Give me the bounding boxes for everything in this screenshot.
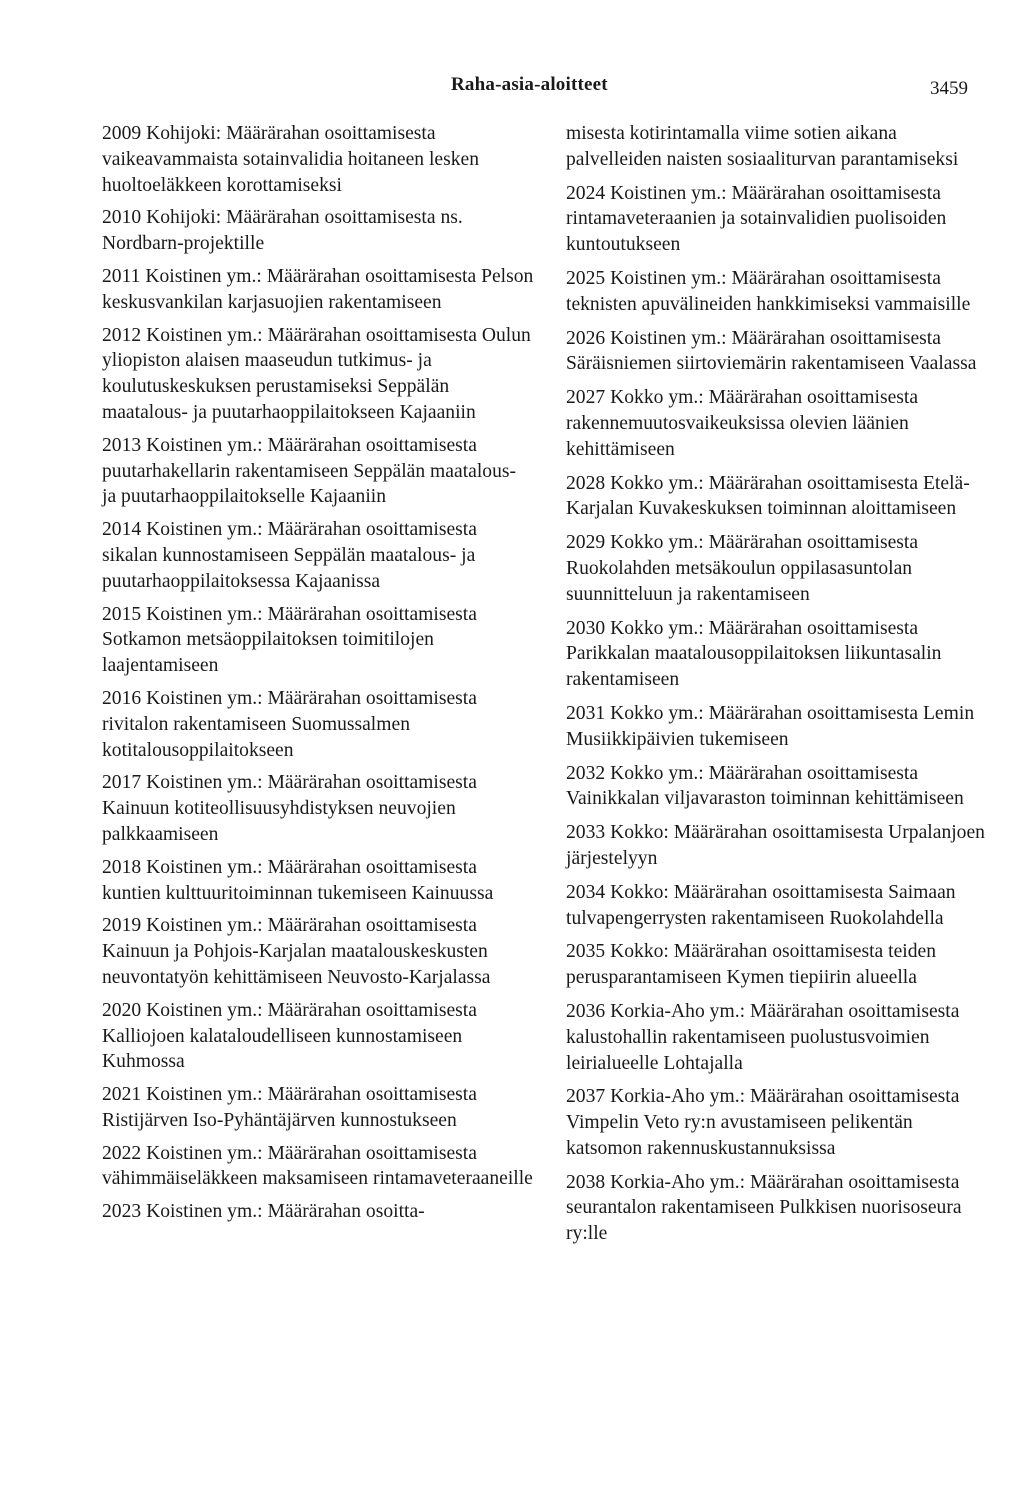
right-column (566, 121, 986, 1247)
motion-text: 2034 Kokko: Määrärahan osoittamisesta Saimaan tulvapengerrysten rakentamiseen Ruokolahdella (566, 881, 956, 929)
motion-text: 2028 Kokko ym.: Määrärahan osoittamisesta Etelä-Karjalan Kuvakeskuksen toiminnan aloittamiseen (566, 472, 970, 520)
motion-entry (102, 205, 534, 257)
motion-text: 2009 Kohijoki: Määrärahan osoittamisesta vaikeavammaista sotainvalidia hoitaneen lesken huoltoeläkkeen korottamiseksi (102, 123, 480, 196)
motion-entry (566, 1084, 986, 1161)
motion-entry (102, 1082, 534, 1134)
motion-entry (566, 471, 986, 523)
motion-text: 2012 Koistinen ym.: Määrärahan osoittamisesta Oulun yliopiston alaisen maaseudun tutkimus- ja koulutuskeskuksen perustamiseksi Seppälän maatalous- ja puutarhaoppilaitokseen Kajaaniin (102, 324, 531, 423)
motion-entry (566, 266, 986, 318)
motion-entry (102, 264, 534, 316)
motion-entry (102, 1141, 534, 1193)
motion-entry (102, 602, 534, 679)
motion-text: 2037 Korkia-Aho ym.: Määrärahan osoittamisesta Vimpelin Veto ry:n avustamiseen pelikentän katsomon rakennuskustannuksissa (566, 1086, 960, 1159)
motion-text: 2013 Koistinen ym.: Määrärahan osoittamisesta puutarhakellarin rakentamiseen Seppälän maatalous- ja puutarhaoppilaitokselle Kajaaniin (102, 434, 517, 508)
motion-text: 2021 Koistinen ym.: Määrärahan osoittamisesta Ristijärven Iso-Pyhäntäjärven kunnostukseen (102, 1084, 477, 1131)
motion-text: 2022 Koistinen ym.: Määrärahan osoittamisesta vähimmäiseläkkeen maksamiseen rintamaveteraaneille (102, 1142, 533, 1190)
motion-text: 2027 Kokko ym.: Määrärahan osoittamisesta rakennemuutosvaikeuksissa olevien läänien kehittämiseen (566, 387, 919, 460)
motion-text: 2011 Koistinen ym.: Määrärahan osoittamisesta Pelson keskusvankilan karjasuojien rakentamiseen (102, 265, 534, 313)
motion-text: 2010 Kohijoki: Määrärahan osoittamisesta ns. Nordbarn-projektille (102, 207, 463, 255)
left-column (102, 121, 534, 1225)
motion-text: 2032 Kokko ym.: Määrärahan osoittamisesta Vainikkalan viljavaraston toiminnan kehittämiseen (566, 762, 964, 810)
motion-entry (102, 855, 534, 907)
motion-entry (566, 939, 986, 991)
motion-text: 2031 Kokko ym.: Määrärahan osoittamisesta Lemin Musiikkipäivien tukemiseen (566, 702, 975, 750)
motion-entry (566, 1170, 986, 1247)
motion-entry (102, 121, 534, 198)
motion-text: 2030 Kokko ym.: Määrärahan osoittamisesta Parikkalan maatalousoppilaitoksen liikuntasalin rakentamiseen (566, 617, 942, 691)
motion-text: 2020 Koistinen ym.: Määrärahan osoittamisesta Kalliojoen kalataloudelliseen kunnostamiseen Kuhmossa (102, 999, 477, 1073)
motion-entry (102, 686, 534, 763)
motion-text: 2029 Kokko ym.: Määrärahan osoittamisesta Ruokolahden metsäkoulun oppilasasuntolan suunnitteluun ja rakentamiseen (566, 532, 919, 605)
motion-entry (102, 433, 534, 510)
motion-text: 2024 Koistinen ym.: Määrärahan osoittamisesta rintamaveteraanien ja sotainvalidien puolisoiden kuntoutukseen (566, 182, 947, 256)
motion-text: 2018 Koistinen ym.: Määrärahan osoittamisesta kuntien kulttuuritoiminnan tukemiseen Kainuussa (102, 856, 494, 904)
motion-text: 2036 Korkia-Aho ym.: Määrärahan osoittamisesta kalustohallin rakentamiseen puolustusvoimien leirialueelle Lohtajalla (566, 1000, 960, 1074)
motion-entry (566, 385, 986, 462)
running-head-title: Raha-asia-aloitteet (451, 74, 608, 95)
page-number: 3459 (930, 78, 968, 99)
motion-text: 2023 Koistinen ym.: Määrärahan osoitta- (102, 1201, 425, 1223)
motion-entry (566, 181, 986, 258)
motion-entry-continuation (566, 121, 986, 173)
motion-text: 2033 Kokko: Määrärahan osoittamisesta Urpalanjoen järjestelyyn (566, 822, 985, 869)
motion-entry (102, 998, 534, 1075)
motion-text: 2014 Koistinen ym.: Määrärahan osoittamisesta sikalan kunnostamiseen Seppälän maatalous- ja puutarhaoppilaitoksessa Kajaanissa (102, 519, 477, 592)
motion-entry (566, 999, 986, 1076)
motion-text: 2038 Korkia-Aho ym.: Määrärahan osoittamisesta seurantalon rakentamiseen Pulkkisen nuorisoseura ry:lle (566, 1171, 962, 1245)
motion-entry (102, 913, 534, 990)
motion-text: 2016 Koistinen ym.: Määrärahan osoittamisesta rivitalon rakentamiseen Suomussalmen kotitalousoppilaitokseen (102, 687, 477, 761)
motion-entry (102, 770, 534, 847)
motion-entry (566, 880, 986, 932)
motion-entry (566, 326, 986, 378)
motion-text: 2019 Koistinen ym.: Määrärahan osoittamisesta Kainuun ja Pohjois-Karjalan maatalouskeskusten neuvontatyön kehittämiseen Neuvosto-Karjalassa (102, 915, 491, 988)
motion-entry (566, 616, 986, 693)
motion-entry (102, 517, 534, 594)
motion-entry (566, 761, 986, 813)
motion-entry (566, 820, 986, 872)
motion-entry (102, 1199, 534, 1225)
motion-text: 2015 Koistinen ym.: Määrärahan osoittamisesta Sotkamon metsäoppilaitoksen toimitilojen laajentamiseen (102, 603, 477, 677)
motion-text: misesta kotirintamalla viime sotien aikana palvelleiden naisten sosiaaliturvan parantamiseksi (566, 123, 959, 170)
motion-entry (566, 701, 986, 753)
motion-text: 2026 Koistinen ym.: Määrärahan osoittamisesta Säräisniemen siirtoviemärin rakentamiseen Vaalassa (566, 327, 977, 375)
motion-text: 2017 Koistinen ym.: Määrärahan osoittamisesta Kainuun kotiteollisuusyhdistyksen neuvojien palkkaamiseen (102, 772, 477, 845)
motion-entry (566, 530, 986, 607)
motion-entry (102, 323, 534, 426)
motion-text: 2035 Kokko: Määrärahan osoittamisesta teiden perusparantamiseen Kymen tiepiirin alueella (566, 941, 937, 989)
motion-text: 2025 Koistinen ym.: Määrärahan osoittamisesta teknisten apuvälineiden hankkimiseksi vammaisille (566, 267, 971, 315)
